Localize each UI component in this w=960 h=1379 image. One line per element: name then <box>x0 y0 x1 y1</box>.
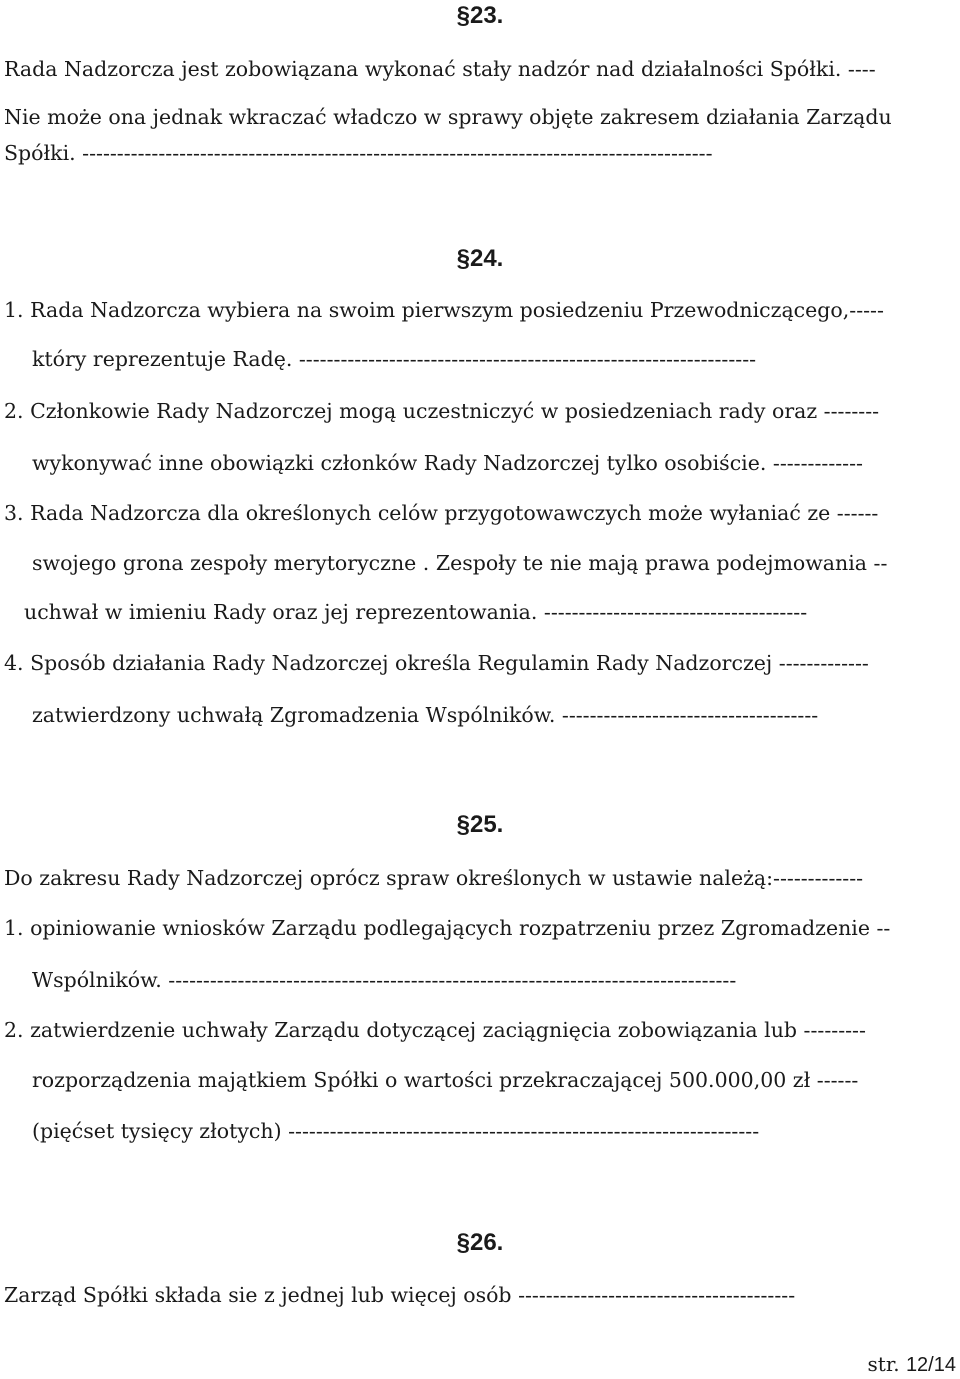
list-item-line: swojego grona zespoły merytoryczne . Zespoły te nie mają prawa podejmowania -- <box>32 551 888 575</box>
list-item-line: 4. Sposób działania Rady Nadzorczej określa Regulamin Rady Nadzorczej ------------- <box>4 651 869 675</box>
list-item-line: 1. Rada Nadzorcza wybiera na swoim pierwszym posiedzeniu Przewodniczącego,----- <box>4 298 884 322</box>
paragraph-line: Nie może ona jednak wkraczać władczo w sprawy objęte zakresem działania Zarządu <box>4 105 892 129</box>
page-number-value: 12/14 <box>905 1354 956 1376</box>
list-item-line: 3. Rada Nadzorcza dla określonych celów przygotowawczych może wyłaniać ze ------ <box>4 501 879 525</box>
page-number-prefix: str. <box>867 1352 900 1376</box>
list-item-line: 2. zatwierdzenie uchwały Zarządu dotyczącej zaciągnięcia zobowiązania lub --------- <box>4 1018 866 1042</box>
list-item-line: 1. opiniowanie wniosków Zarządu podlegających rozpatrzeniu przez Zgromadzenie -- <box>4 916 891 940</box>
paragraph-line: Spółki. ------------------------------------------------------------------------------------------- <box>4 141 713 165</box>
list-item-line: Wspólników. ---------------------------------------------------------------------------------- <box>32 968 737 992</box>
paragraph-line: Zarząd Spółki składa sie z jednej lub więcej osób ---------------------------------------- <box>4 1283 796 1307</box>
paragraph-line: Rada Nadzorcza jest zobowiązana wykonać stały nadzór nad działalności Spółki. ---- <box>4 57 876 81</box>
list-item-line: uchwał w imieniu Rady oraz jej reprezentowania. -------------------------------------- <box>24 600 808 624</box>
list-item-line: zatwierdzony uchwałą Zgromadzenia Wspólników. ------------------------------------- <box>32 703 819 727</box>
list-item-line: rozporządzenia majątkiem Spółki o wartości przekraczającej 500.000,00 zł ------ <box>32 1068 859 1092</box>
section-heading-26: §26. <box>456 1229 504 1256</box>
page-number <box>868 1351 956 1378</box>
list-item-line: wykonywać inne obowiązki członków Rady Nadzorczej tylko osobiście. ------------- <box>32 451 863 475</box>
list-item-line: (pięćset tysięcy złotych) -------------------------------------------------------------------- <box>32 1119 760 1143</box>
list-item-line: 2. Członkowie Rady Nadzorczej mogą uczestniczyć w posiedzeniach rady oraz -------- <box>4 399 880 423</box>
section-heading-23: §23. <box>456 2 504 29</box>
section-heading-24: §24. <box>456 245 504 272</box>
section-heading-25: §25. <box>456 811 504 838</box>
list-item-line: który reprezentuje Radę. ------------------------------------------------------------------ <box>32 347 757 371</box>
paragraph-line: Do zakresu Rady Nadzorczej oprócz spraw określonych w ustawie należą:------------- <box>4 866 864 890</box>
